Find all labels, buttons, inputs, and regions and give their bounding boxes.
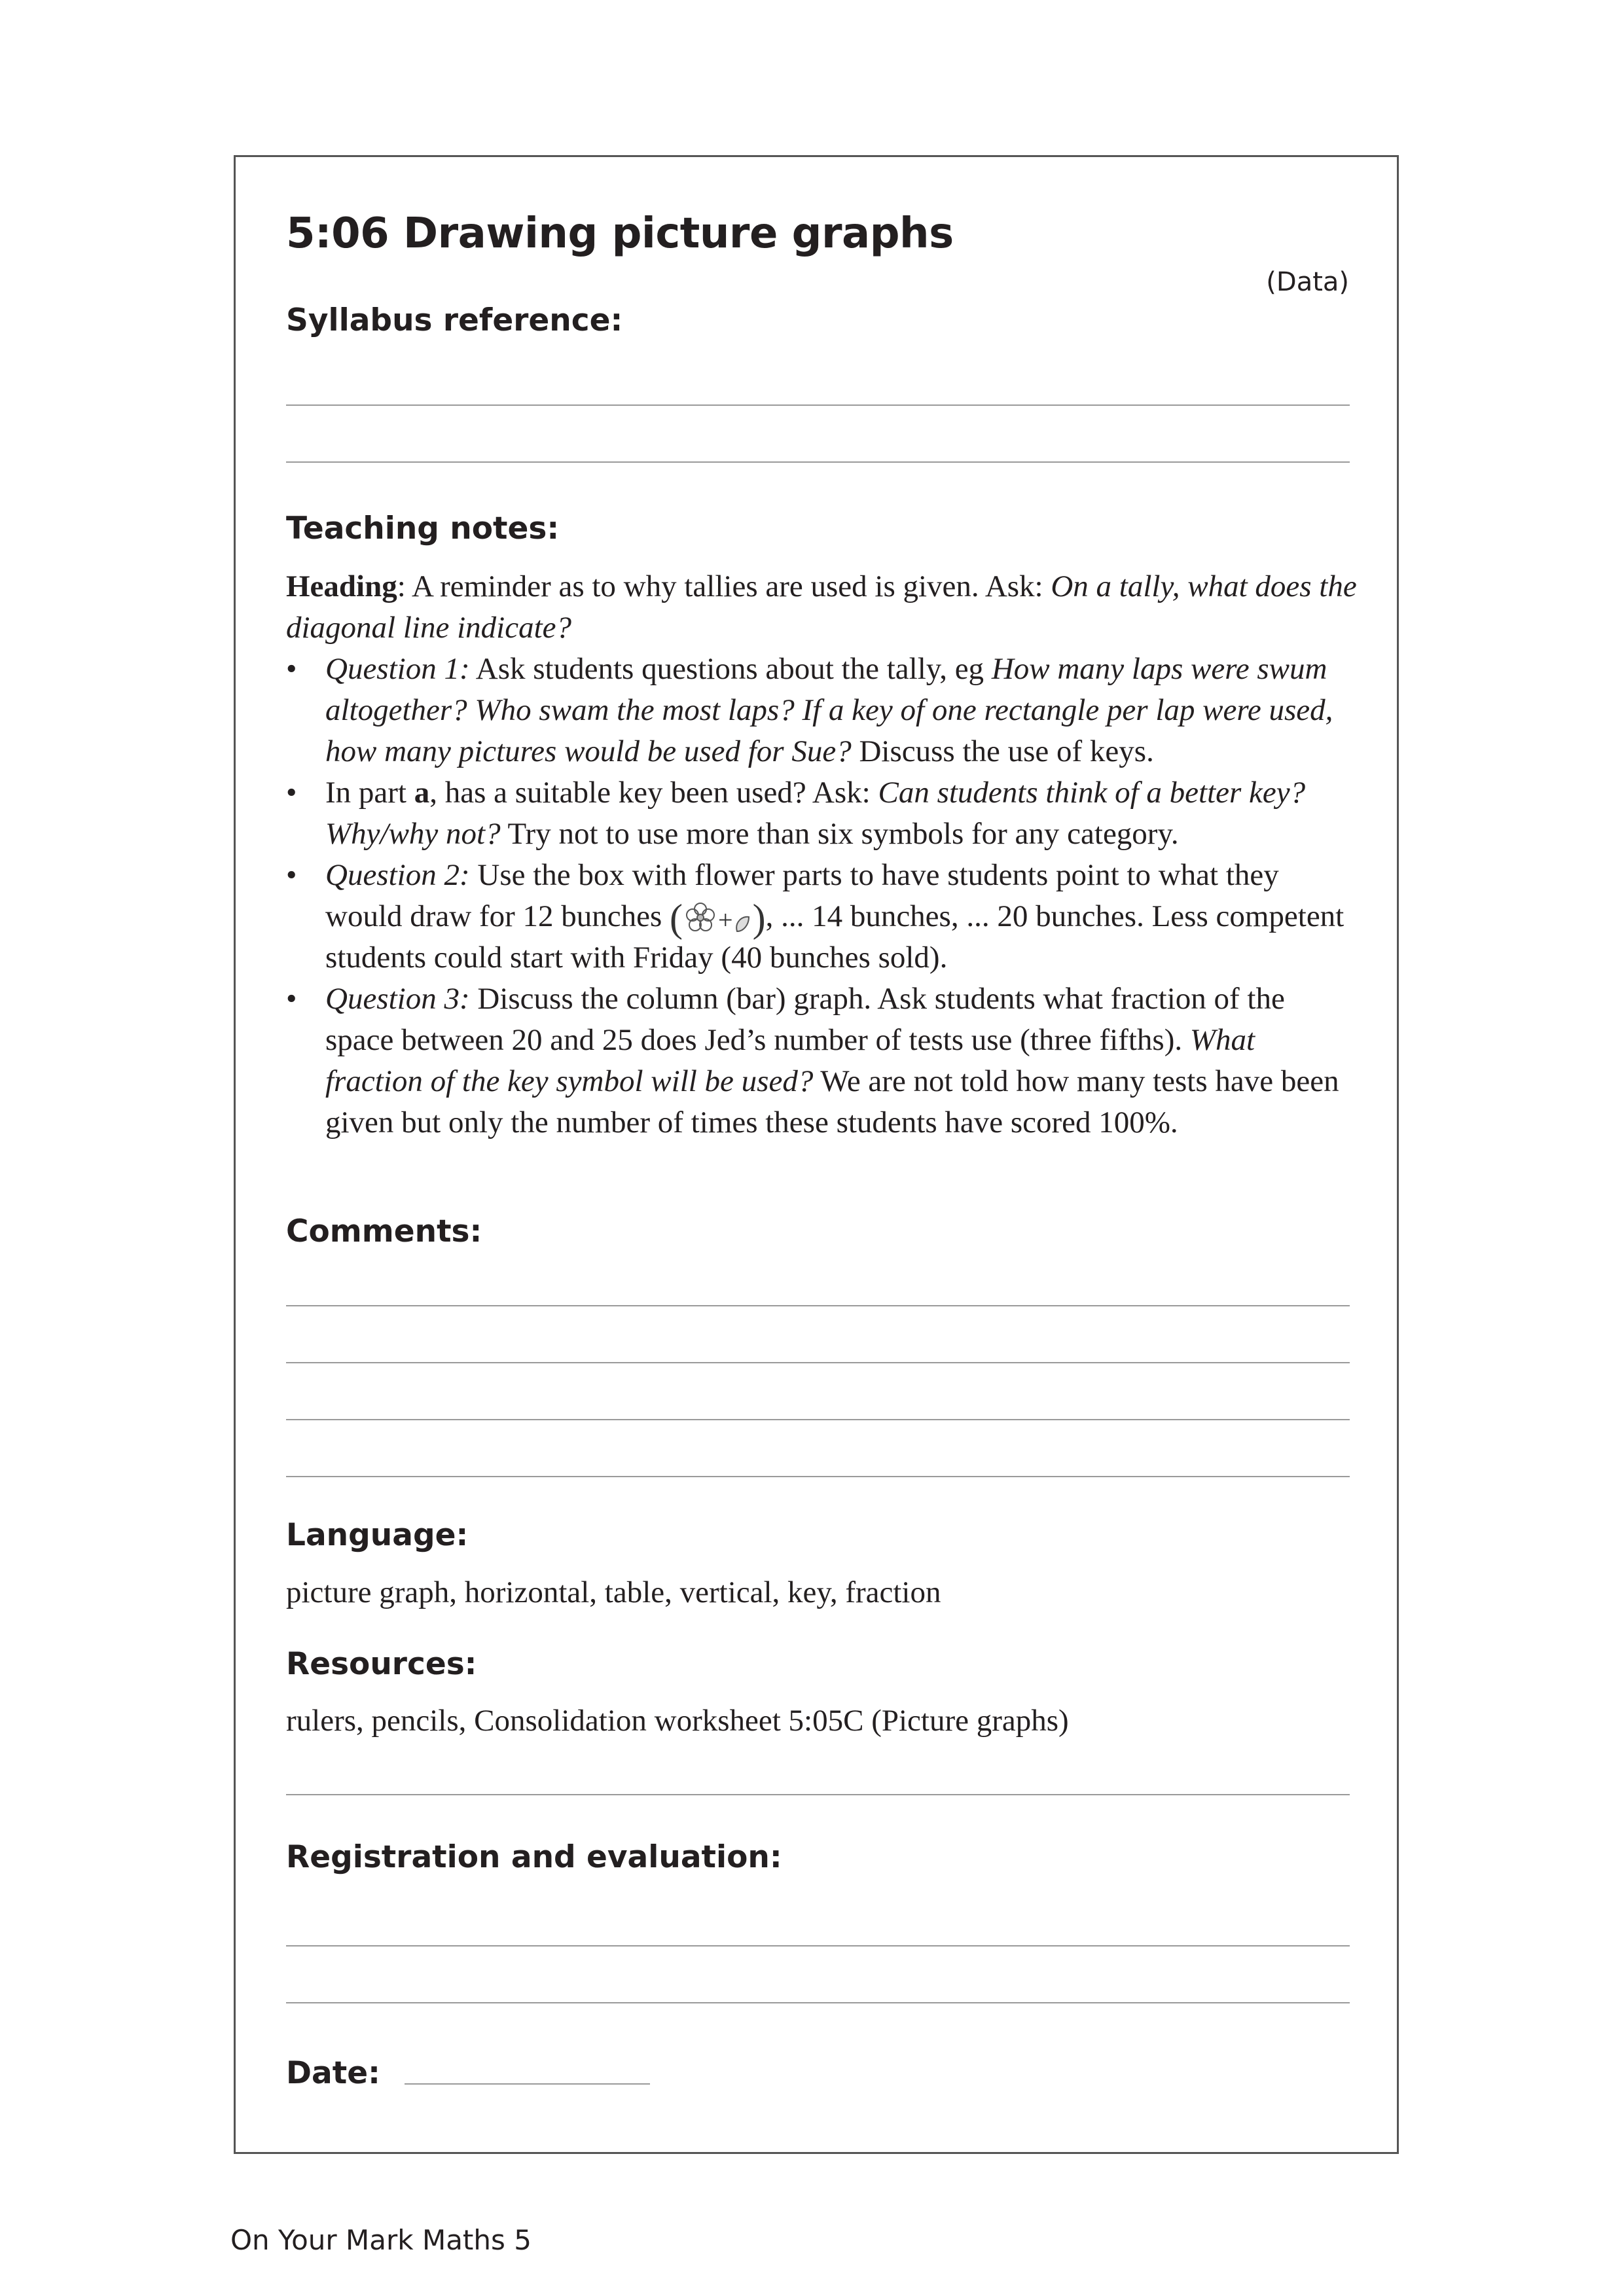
- comments-line-4: [286, 1476, 1350, 1477]
- teaching-notes-heading: Teaching notes:: [286, 511, 560, 547]
- syllabus-heading: Syllabus reference:: [286, 302, 623, 338]
- comments-line-1: [286, 1305, 1350, 1306]
- comments-heading: Comments:: [286, 1213, 482, 1249]
- language-heading: Language:: [286, 1517, 469, 1553]
- list-item: • Question 1: Ask students questions about the tally, eg How many laps were swum altogether? Who swam the most laps? If a key of one rectangle per lap were used, how many pictures would be used for Sue? Discuss the use of keys.: [286, 649, 1360, 772]
- q3-label: Question 3:: [325, 982, 470, 1016]
- heading-question: On a tally, what does the diagonal line indicate?: [286, 569, 1357, 645]
- q1-label: Question 1:: [325, 652, 470, 686]
- registration-line-2: [286, 2002, 1350, 2003]
- date-heading: Date:: [286, 2055, 380, 2091]
- language-text: picture graph, horizontal, table, vertical, key, fraction: [286, 1575, 941, 1609]
- flower-icon: [683, 900, 718, 935]
- syllabus-line-2: [286, 461, 1350, 463]
- list-item: • Question 2: Use the box with flower parts to have students point to what they would draw for 12 bunches ( + ), ... 14 bunches, ... 20 bunches. Less competent students could start with Friday (40 bunches sold).: [286, 855, 1360, 978]
- leaf-icon: [733, 909, 753, 935]
- list-item: • In part a, has a suitable key been used? Ask: Can students think of a better key? Why/why not? Try not to use more than six symbols for any category.: [286, 772, 1360, 855]
- page-title: 5:06 Drawing picture graphs: [286, 209, 954, 258]
- heading-note: [286, 566, 1360, 649]
- flower-parts-symbol: ( + ): [670, 897, 766, 940]
- q2-label: Question 2:: [325, 858, 470, 892]
- syllabus-line-1: [286, 404, 1350, 406]
- registration-line-1: [286, 1945, 1350, 1946]
- heading-label: Heading: [286, 569, 397, 603]
- resources-heading: Resources:: [286, 1646, 477, 1682]
- resources-text: rulers, pencils, Consolidation worksheet 5:05C (Picture graphs): [286, 1704, 1069, 1738]
- teaching-notes-body: [286, 566, 1360, 1143]
- heading-text: : A reminder as to why tallies are used is given. Ask:: [397, 569, 1051, 603]
- list-item: • Question 3: Discuss the column (bar) graph. Ask students what fraction of the space between 20 and 25 does Jed’s number of tests use (three fifths). What fraction of the key symbol will be used? We are not told how many tests have been given but only the number of times these students have scored 100%.: [286, 978, 1360, 1143]
- strand-tag: (Data): [1266, 267, 1349, 297]
- notes-list: [286, 649, 1360, 1143]
- comments-line-3: [286, 1419, 1350, 1420]
- footer-text: On Your Mark Maths 5: [230, 2224, 532, 2256]
- comments-line-2: [286, 1362, 1350, 1363]
- resources-line: [286, 1794, 1350, 1795]
- registration-heading: Registration and evaluation:: [286, 1839, 782, 1875]
- date-line: [405, 2083, 650, 2085]
